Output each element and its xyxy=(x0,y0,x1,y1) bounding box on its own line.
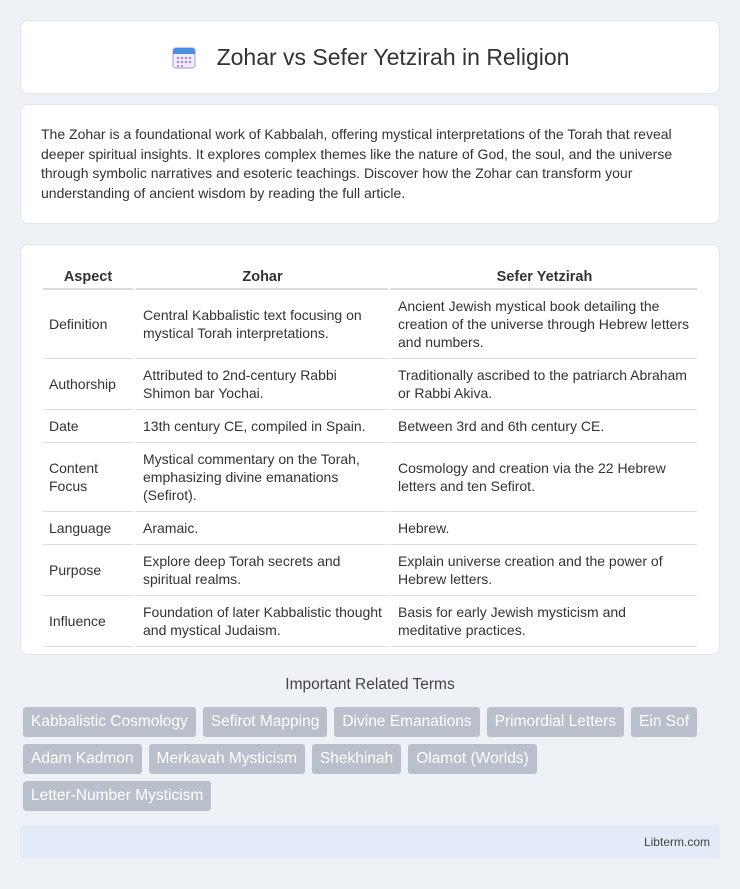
table-row xyxy=(43,596,697,647)
row-zohar-cell: Mystical commentary on the Torah, emphasizing divine emanations (Sefirot). xyxy=(133,443,388,512)
table-row xyxy=(43,290,697,359)
title-wrap xyxy=(171,44,570,71)
tag-letter-number-mysticism[interactable]: Letter-Number Mysticism xyxy=(23,781,211,811)
footer-site-link[interactable]: Libterm.com xyxy=(643,835,710,849)
row-sefer-yetzirah-cell: Ancient Jewish mystical book detailing the creation of the universe through Hebrew letters and numbers. xyxy=(388,290,697,359)
row-aspect-cell: Definition xyxy=(43,290,133,359)
comparison-table xyxy=(43,265,697,647)
row-aspect-cell: Purpose xyxy=(43,545,133,596)
tag-ein-sof[interactable]: Ein Sof xyxy=(631,707,697,737)
intro-card xyxy=(20,104,720,224)
calendar-icon xyxy=(171,44,197,70)
row-aspect-cell: Content Focus xyxy=(43,443,133,512)
row-sefer-yetzirah-cell: Explain universe creation and the power of Hebrew letters. xyxy=(388,545,697,596)
footer xyxy=(20,825,720,858)
row-zohar-cell: 13th century CE, compiled in Spain. xyxy=(133,410,388,443)
row-aspect-cell: Authorship xyxy=(43,359,133,410)
table-header-row xyxy=(43,265,697,290)
row-zohar-cell: Central Kabbalistic text focusing on mystical Torah interpretations. xyxy=(133,290,388,359)
row-sefer-yetzirah-cell: Basis for early Jewish mysticism and meditative practices. xyxy=(388,596,697,647)
table-row xyxy=(43,410,697,443)
row-aspect-cell: Date xyxy=(43,410,133,443)
column-header-sefer-yetzirah: Sefer Yetzirah xyxy=(388,265,697,290)
table-row xyxy=(43,512,697,545)
row-sefer-yetzirah-cell: Between 3rd and 6th century CE. xyxy=(388,410,697,443)
row-aspect-cell: Influence xyxy=(43,596,133,647)
row-zohar-cell: Explore deep Torah secrets and spiritual realms. xyxy=(133,545,388,596)
column-header-zohar: Zohar xyxy=(133,265,388,290)
table-row xyxy=(43,545,697,596)
tag-primordial-letters[interactable]: Primordial Letters xyxy=(487,707,624,737)
table-row xyxy=(43,443,697,512)
row-sefer-yetzirah-cell: Traditionally ascribed to the patriarch Abraham or Rabbi Akiva. xyxy=(388,359,697,410)
tag-olamot-worlds[interactable]: Olamot (Worlds) xyxy=(408,744,537,774)
related-terms-tags xyxy=(23,707,723,811)
header-card xyxy=(20,20,720,94)
column-header-aspect: Aspect xyxy=(43,265,133,290)
table-row xyxy=(43,359,697,410)
row-zohar-cell: Attributed to 2nd-century Rabbi Shimon bar Yochai. xyxy=(133,359,388,410)
tag-adam-kadmon[interactable]: Adam Kadmon xyxy=(23,744,142,774)
tag-divine-emanations[interactable]: Divine Emanations xyxy=(334,707,479,737)
tag-kabbalistic-cosmology[interactable]: Kabbalistic Cosmology xyxy=(23,707,196,737)
related-terms-title: Important Related Terms xyxy=(285,676,455,693)
row-zohar-cell: Aramaic. xyxy=(133,512,388,545)
row-sefer-yetzirah-cell: Cosmology and creation via the 22 Hebrew letters and ten Sefirot. xyxy=(388,443,697,512)
row-aspect-cell: Language xyxy=(43,512,133,545)
tag-sefirot-mapping[interactable]: Sefirot Mapping xyxy=(203,707,328,737)
row-zohar-cell: Foundation of later Kabbalistic thought and mystical Judaism. xyxy=(133,596,388,647)
page-title: Zohar vs Sefer Yetzirah in Religion xyxy=(216,43,570,70)
comparison-table-card xyxy=(20,244,720,655)
tag-merkavah-mysticism[interactable]: Merkavah Mysticism xyxy=(149,744,305,774)
row-sefer-yetzirah-cell: Hebrew. xyxy=(388,512,697,545)
intro-text: The Zohar is a foundational work of Kabbalah, offering mystical interpretations of the Torah that reveal deeper spiritual insights. It explores complex themes like the nature of God, the soul, and the universe through symbolic narratives and esoteric teachings. Discover how the Zohar can transform your understanding of ancient wisdom by reading the full article. xyxy=(41,126,673,201)
tag-shekhinah[interactable]: Shekhinah xyxy=(312,744,401,774)
